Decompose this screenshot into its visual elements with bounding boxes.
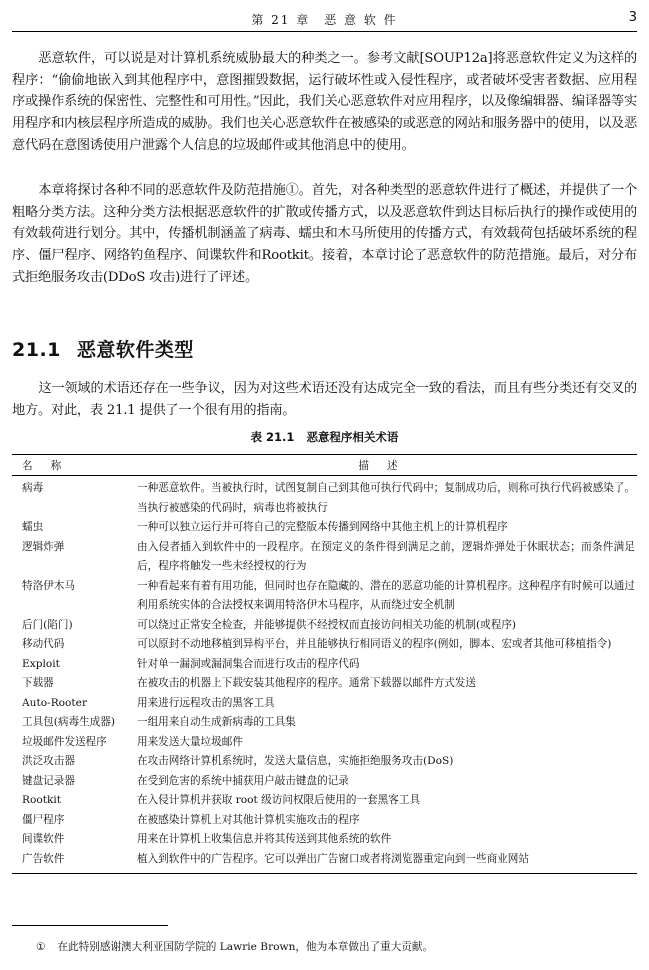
table-row xyxy=(12,830,637,850)
term-description: 在入侵计算机并获取 root 级访问权限后使用的一套黑客工具 xyxy=(137,794,421,806)
paragraph-overview: 本章将探讨各种不同的恶意软件及防范措施①。首先，对各种类型的恶意软件进行了概述，并提供了一个粗略分类方法。这种分类方法根据恶意软件的扩散或传播方式，以及恶意软件到达目标后执行的操作或使用的有效载荷进行划分。其中，传播机制涵盖了病毒、蠕虫和木马所使用的传播方式，有效载荷包括破坏系统的程序、僵尸程序、网络钓鱼程序、间谍软件和Rootkit。接着，本章讨论了恶意软件的防范措施。最后，对分布式拒绝服务攻击(DDoS 攻击)进行了评述。 xyxy=(12,183,637,285)
table-row xyxy=(12,655,637,675)
term-name: 特洛伊木马 xyxy=(22,579,75,592)
term-name: 工具包(病毒生成器) xyxy=(22,716,116,728)
paragraph-intro: 恶意软件，可以说是对计算机系统威胁最大的种类之一。参考文献[SOUP12a]将恶意软件定义为这样的程序：“偷偷地嵌入到其他程序中，意图摧毁数据，运行破坏性或入侵性程序，或者破坏受害者数据、应用程序或操作系统的保密性、完整性和可用性。”因此，我们关心恶意软件对应用程序，以及像编辑器、编译器等实用程序和内核层程序所造成的威胁。我们也关心恶意软件在被感染的或恶意的网站和服务器中的使用，以及恶意代码在意图诱使用户泄露个人信息的垃圾邮件或其他消息中的使用。 xyxy=(12,51,637,153)
term-name: 洪泛攻击器 xyxy=(22,755,75,767)
table-caption-number: 表 21.1 xyxy=(250,430,295,444)
term-name: 僵尸程序 xyxy=(22,813,65,826)
table-row xyxy=(12,674,637,694)
term-description: 一组用来自动生成新病毒的工具集 xyxy=(137,716,296,728)
table-row xyxy=(12,713,637,733)
term-name: Auto-Rooter xyxy=(22,696,88,709)
table-header-row xyxy=(12,455,637,476)
table-row xyxy=(12,694,637,714)
table-row xyxy=(12,850,637,870)
table-row xyxy=(12,635,637,655)
term-description: 一种可以独立运行并可将自己的完整版本传播到网络中其他主机上的计算机程序 xyxy=(137,521,508,533)
term-name: 下载器 xyxy=(22,677,54,689)
section-title: 恶意软件类型 xyxy=(76,339,194,361)
terminology-table xyxy=(12,454,637,874)
table-row xyxy=(12,811,637,831)
table-row xyxy=(12,791,637,811)
table-row xyxy=(12,616,637,636)
table-row xyxy=(12,577,637,616)
term-name: Rootkit xyxy=(22,794,62,806)
term-description: 一种恶意软件。当被执行时，试图复制自己到其他可执行代码中；复制成功后，则称可执行代码被感染了。当执行被感染的代码时，病毒也将被执行 xyxy=(137,482,635,514)
term-name: 蠕虫 xyxy=(22,521,44,533)
term-name: Exploit xyxy=(22,657,60,670)
page-header xyxy=(12,8,637,32)
term-name: 垃圾邮件发送程序 xyxy=(22,735,107,748)
term-description: 一种看起来有着有用功能，但同时也存在隐藏的、潜在的恶意功能的计算机程序。这种程序有时候可以通过利用系统实体的合法授权来调用特洛伊木马程序，从而绕过安全机制 xyxy=(137,579,635,611)
term-name: 间谍软件 xyxy=(22,833,65,845)
table-row xyxy=(12,752,637,772)
term-name: 广告软件 xyxy=(22,852,65,865)
chapter-title: 第 21 章 恶 意 软 件 xyxy=(251,13,398,27)
section-number: 21.1 xyxy=(12,339,61,361)
term-description: 可以绕过正常安全检查，并能够提供不经授权而直接访问相关功能的机制(或程序) xyxy=(137,618,517,631)
term-description: 在受到危害的系统中捕获用户敲击键盘的记录 xyxy=(137,774,349,787)
term-description: 针对单一漏洞或漏洞集合而进行攻击的程序代码 xyxy=(137,657,360,670)
table-body xyxy=(12,476,637,873)
table-caption xyxy=(0,429,649,445)
page-number: 3 xyxy=(628,10,637,25)
term-description: 在攻击网络计算机系统时，发送大量信息，实施拒绝服务攻击(DoS) xyxy=(137,755,454,767)
table-row xyxy=(12,518,637,538)
table-row xyxy=(12,772,637,792)
term-description: 用来发送大量垃圾邮件 xyxy=(137,735,243,748)
term-description: 用来进行远程攻击的黑客工具 xyxy=(137,696,275,709)
header-description: 描述 xyxy=(358,459,416,472)
footnote-text: 在此特别感谢澳大利亚国防学院的 Lawrie Brown，他为本章做出了重大贡献。 xyxy=(57,941,434,953)
footnote-marker: ① xyxy=(36,941,46,953)
table-row xyxy=(12,733,637,753)
term-name: 逻辑炸弹 xyxy=(22,540,65,553)
table-caption-title: 恶意程序相关术语 xyxy=(306,430,399,444)
term-description: 由入侵者插入到软件中的一段程序。在预定义的条件得到满足之前，逻辑炸弹处于休眠状态；而条件满足后，程序将触发一些未经授权的行为 xyxy=(137,540,635,572)
term-description: 在被攻击的机器上下载安装其他程序的程序。通常下载器以邮件方式发送 xyxy=(137,677,476,689)
section-heading xyxy=(12,335,194,362)
term-description: 用来在计算机上收集信息并将其传送到其他系统的软件 xyxy=(137,833,392,845)
term-description: 可以原封不动地移植到异构平台，并且能够执行相同语义的程序(例如，脚本、宏或者其他可移植指令) xyxy=(137,638,612,650)
header-name: 名称 xyxy=(22,459,80,472)
term-description: 在被感染计算机上对其他计算机实施攻击的程序 xyxy=(137,813,360,826)
table-row xyxy=(12,538,637,577)
term-description: 植入到软件中的广告程序。它可以弹出广告窗口或者将浏览器重定向到一些商业网站 xyxy=(137,852,529,865)
term-name: 病毒 xyxy=(22,482,44,494)
footnote-divider xyxy=(12,925,168,926)
term-name: 移动代码 xyxy=(22,638,65,650)
paragraph-terminology: 这一领域的术语还存在一些争议，因为对这些术语还没有达成完全一致的看法，而且有些分类还有交叉的地方。对此，表 21.1 提供了一个很有用的指南。 xyxy=(12,381,637,418)
term-name: 键盘记录器 xyxy=(22,774,75,787)
footnote xyxy=(36,939,433,954)
table-row xyxy=(12,479,637,518)
term-name: 后门(陷门) xyxy=(22,618,73,631)
